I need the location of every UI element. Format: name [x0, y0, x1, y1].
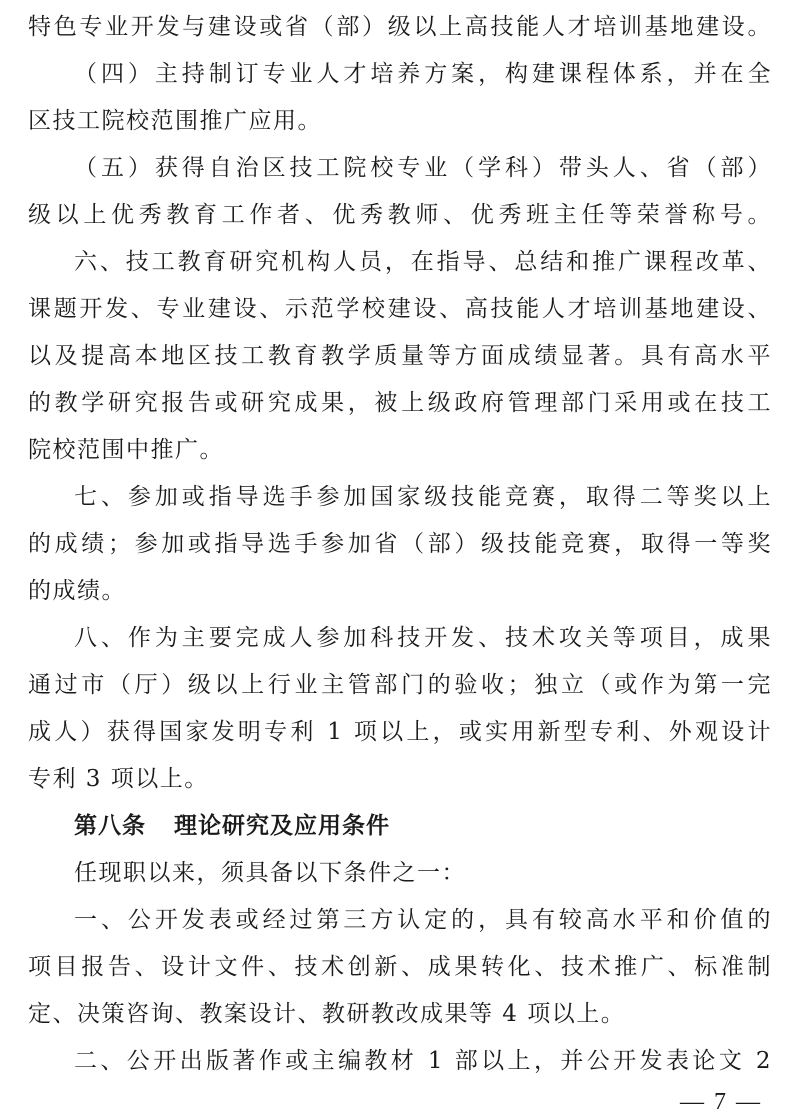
paragraph-line: 成人）获得国家发明专利 1 项以上，或实用新型专利、外观设计	[28, 719, 772, 745]
document-body	[28, 4, 772, 1085]
paragraph-line: 定、决策咨询、教案设计、教研教改成果等 4 项以上。	[28, 1001, 626, 1027]
paragraph-line: 以及提高本地区技工教育教学质量等方面成绩显著。具有高水平	[28, 343, 772, 369]
section-heading	[28, 803, 772, 850]
article-number: 第八条	[74, 813, 146, 839]
paragraph-line: 课题开发、专业建设、示范学校建设、高技能人才培训基地建设、	[28, 296, 772, 322]
paragraph-line: （五）获得自治区技工院校专业（学科）带头人、省（部）	[74, 155, 772, 181]
paragraph-line: 八、作为主要完成人参加科技开发、技术攻关等项目，成果	[74, 625, 772, 651]
paragraph-line: 一、公开发表或经过第三方认定的，具有较高水平和价值的	[74, 907, 772, 933]
paragraph-line: 院校范围中推广。	[28, 437, 224, 463]
paragraph-line: 的教学研究报告或研究成果，被上级政府管理部门采用或在技工	[28, 390, 772, 416]
paragraph-line: 任现职以来，须具备以下条件之一：	[74, 860, 466, 886]
article-title: 理论研究及应用条件	[174, 813, 390, 839]
paragraph-line: 级以上优秀教育工作者、优秀教师、优秀班主任等荣誉称号。	[28, 202, 772, 228]
paragraph-line: 特色专业开发与建设或省（部）级以上高技能人才培训基地建设。	[28, 14, 772, 40]
paragraph-line: 的成绩。	[28, 578, 126, 604]
paragraph-line: 二、公开出版著作或主编教材 1 部以上，并公开发表论文 2	[74, 1048, 772, 1074]
page-number: — 7 —	[680, 1089, 762, 1115]
paragraph-line: 项目报告、设计文件、技术创新、成果转化、技术推广、标准制	[28, 954, 772, 980]
paragraph-line: 区技工院校范围推广应用。	[28, 108, 322, 134]
paragraph-line: （四）主持制订专业人才培养方案，构建课程体系，并在全	[74, 61, 772, 87]
paragraph-line: 通过市（厅）级以上行业主管部门的验收；独立（或作为第一完	[28, 672, 772, 698]
paragraph-line: 专利 3 项以上。	[28, 766, 209, 792]
paragraph-line: 六、技工教育研究机构人员，在指导、总结和推广课程改革、	[74, 249, 772, 275]
paragraph-line: 的成绩；参加或指导选手参加省（部）级技能竞赛，取得一等奖	[28, 531, 772, 557]
paragraph-line: 七、参加或指导选手参加国家级技能竞赛，取得二等奖以上	[74, 484, 772, 510]
